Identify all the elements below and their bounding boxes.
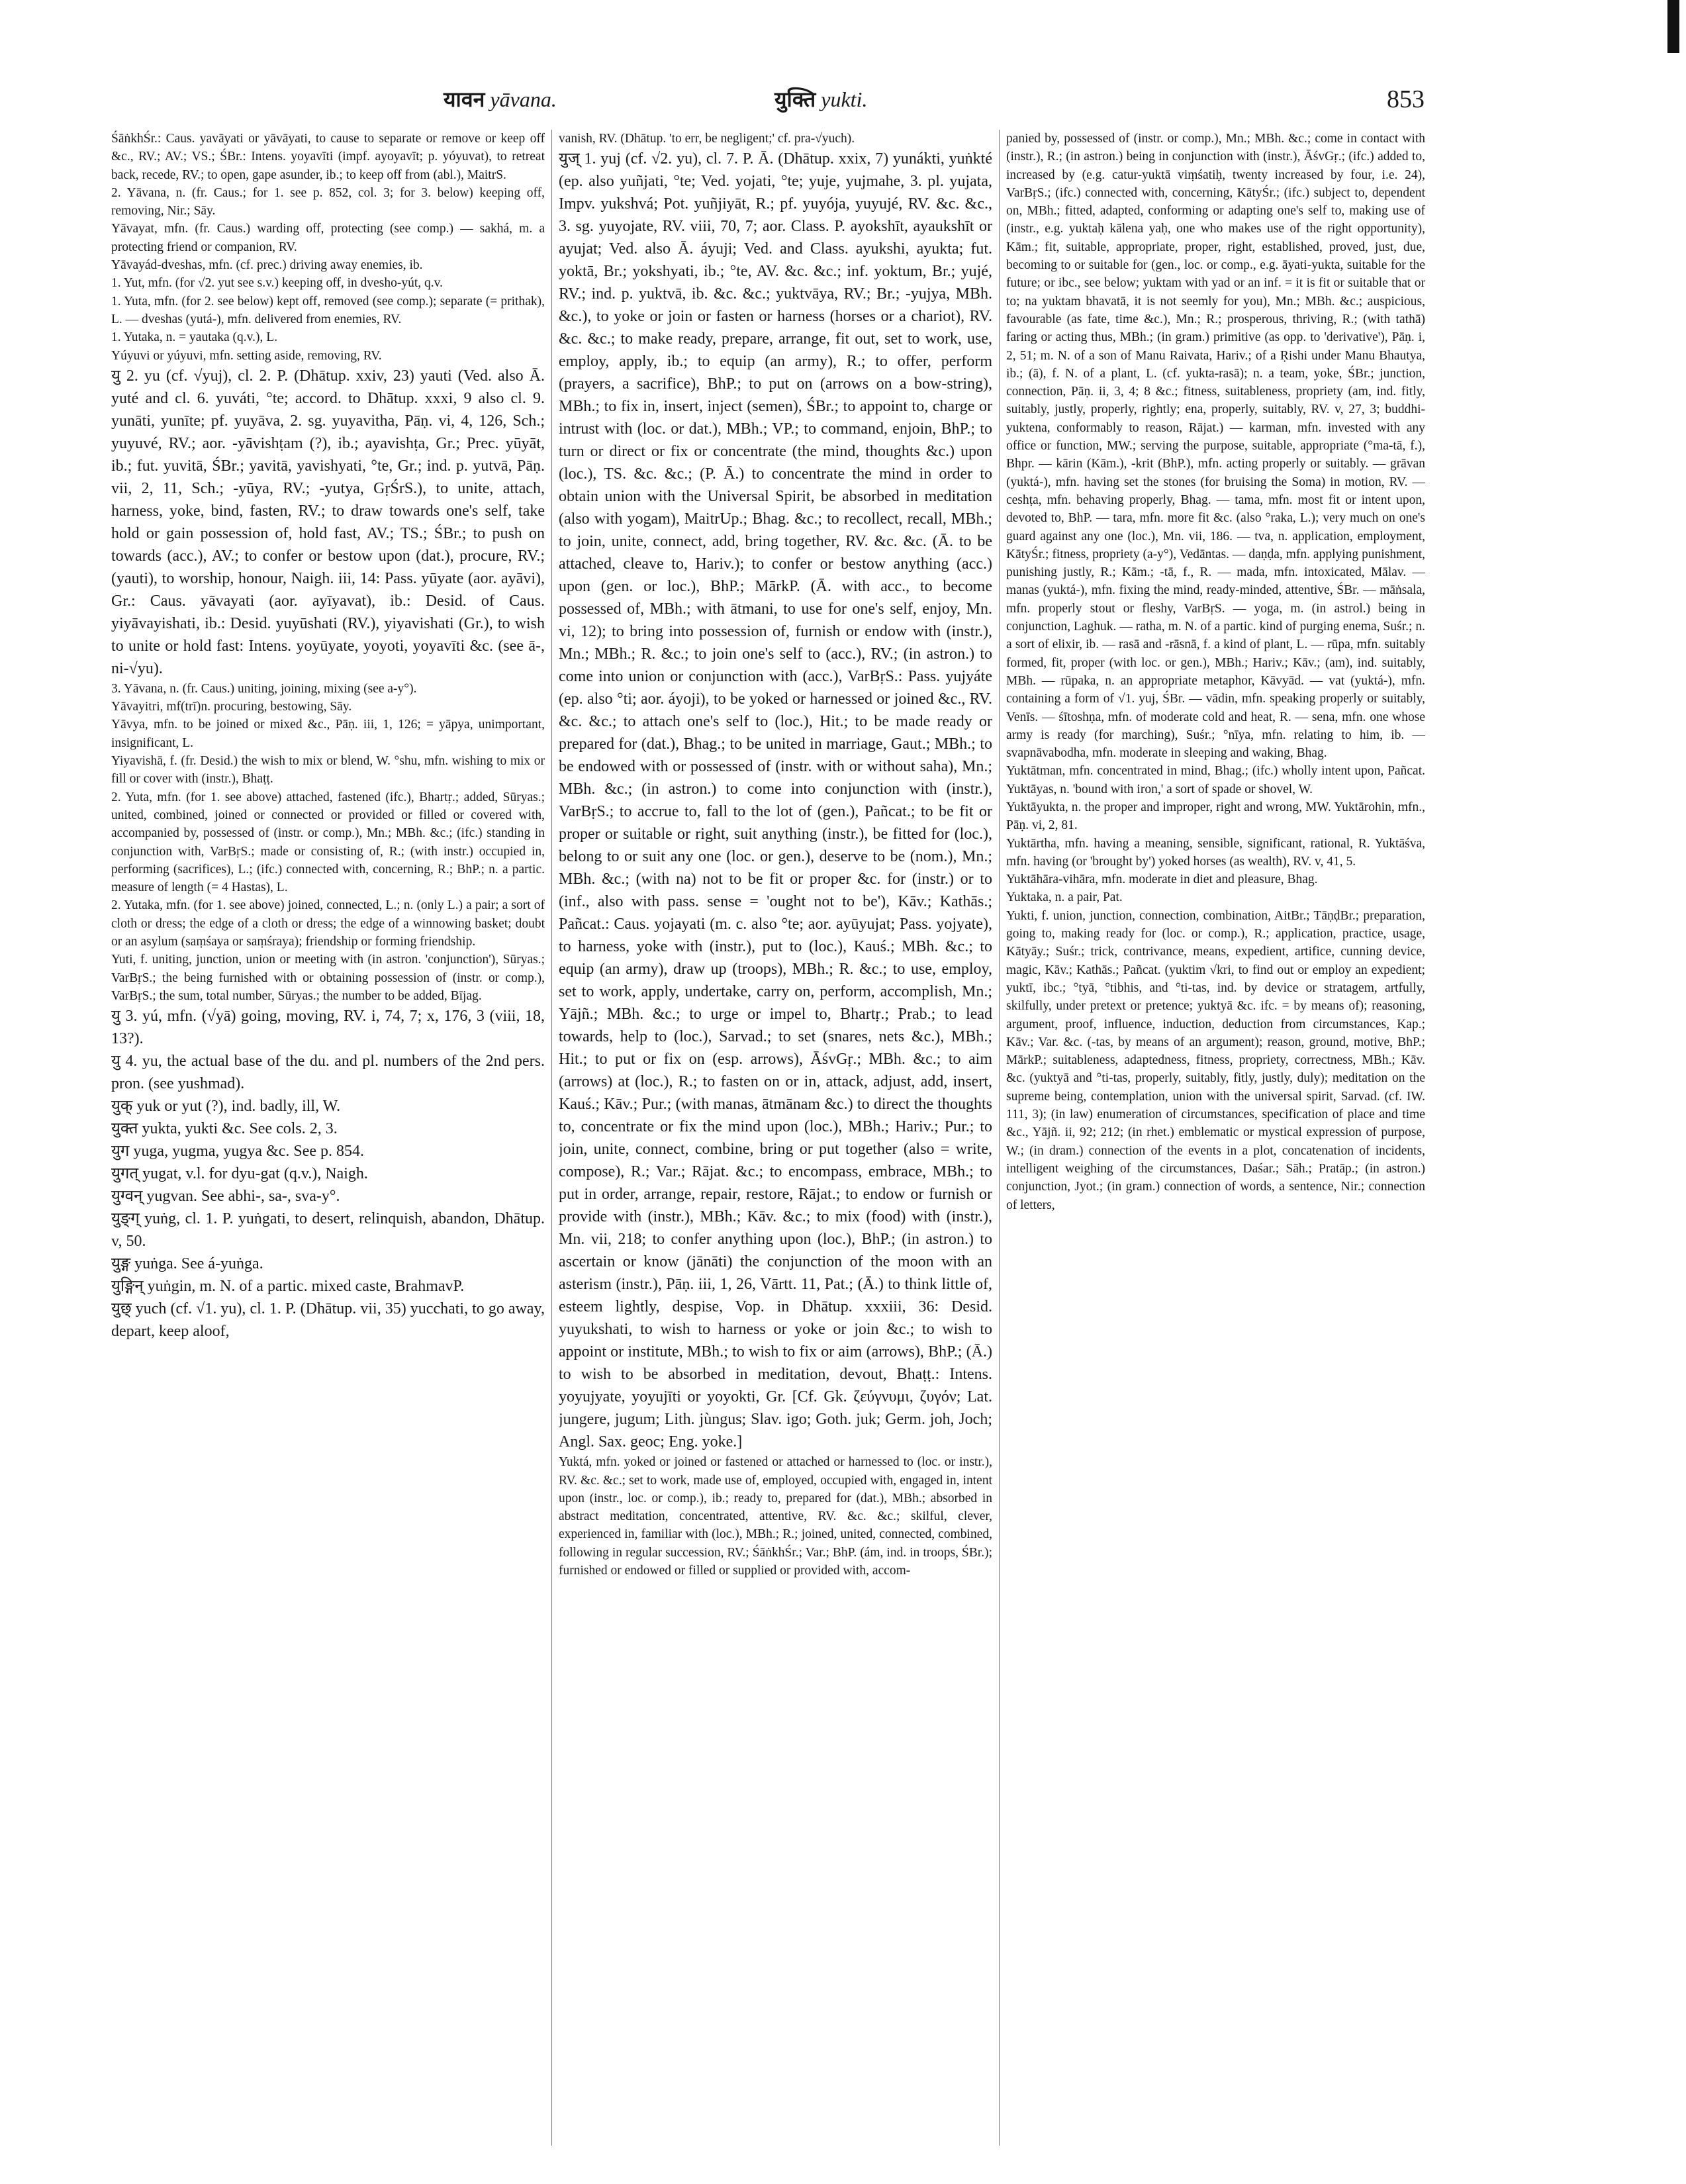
header-left-devanagari: यावन — [444, 87, 485, 112]
column-divider-1 — [551, 130, 552, 2146]
dictionary-entry: Yuktārtha, mfn. having a meaning, sensible, significant, rational, R. Yuktāśva, mfn. having (or 'brought by') yoked horses (as wealth), RV. v, 41, 5. — [1006, 836, 1425, 869]
header-center-devanagari: युक्ति — [774, 87, 816, 112]
dictionary-entry: 1. Yut, mfn. (for √2. yut see s.v.) keeping off, in dvesho-yút, q.v. — [111, 276, 444, 291]
dictionary-entry: 2. Yutaka, mfn. (for 1. see above) joined, connected, L.; n. (only L.) a pair; a sort of cloth or dress; the edge of a cloth or dress; the edge of a winnowing basket; doubt or an asylum (saṃśaya or saṃśraya); friendship or forming friendship. — [111, 898, 545, 949]
dictionary-entry: Yāvya, mfn. to be joined or mixed &c., Pāṇ. iii, 1, 126; = yāpya, unimportant, insignificant, L. — [111, 718, 545, 750]
dictionary-entry: Yuktāyukta, n. the proper and improper, right and wrong, MW. Yuktārohin, mfn., Pāṇ. vi, 2, 81. — [1006, 800, 1425, 833]
header-left-transliteration: yāvana. — [490, 87, 557, 111]
dictionary-entry: युङ्ग् yuṅg, cl. 1. P. yuṅgati, to desert, relinquish, abandon, Dhātup. v, 50. — [111, 1210, 545, 1251]
page-header — [113, 85, 1425, 124]
dictionary-entry: Yuktaka, n. a pair, Pat. — [1006, 890, 1123, 905]
dictionary-entry: Yāvayat, mfn. (fr. Caus.) warding off, protecting (see comp.) — sakhá, m. a protecting friend or companion, RV. — [111, 222, 545, 254]
dictionary-entry: 2. Yuta, mfn. (for 1. see above) attached, fastened (ifc.), Bhartṛ.; added, Sūryas.; united, combined, joined or connected or provided or filled or covered with, accompanied by, possessed of (instr. or comp.), Mn.; MBh. &c.; (ifc.) standing in conjunction with, VarBṛS.; made or consisting of, R.; (with instr.) occupied in, performing (sacrifices), L.; (ifc.) connected with, concerning, R.; BhP.; n. a partic. measure of length (= 4 Hastas), L. — [111, 790, 545, 895]
dictionary-entry: यु 4. yu, the actual base of the du. and pl. numbers of the 2nd pers. pron. (see yushmad). — [111, 1053, 545, 1093]
dictionary-entry: युङ्गिन् yuṅgin, m. N. of a partic. mixed caste, BrahmavP. — [111, 1278, 465, 1296]
dictionary-entry: Yiyavishā, f. (fr. Desid.) the wish to mix or blend, W. °shu, mfn. wishing to mix or fill or cover with (instr.), Bhaṭṭ. — [111, 754, 545, 786]
dictionary-entry: 3. Yāvana, n. (fr. Caus.) uniting, joining, mixing (see a-y°). — [111, 681, 417, 696]
dictionary-entry: 1. Yutaka, n. = yautaka (q.v.), L. — [111, 330, 278, 345]
dictionary-entry: Yúyuvi or yúyuvi, mfn. setting aside, removing, RV. — [111, 348, 382, 363]
dictionary-entry: Yuktāhāra-vihāra, mfn. moderate in diet and pleasure, Bhag. — [1006, 873, 1318, 887]
column-2 — [559, 130, 992, 2146]
dictionary-entry: युग्वन् yugvan. See abhi-, sa-, sva-y°. — [111, 1188, 340, 1206]
dictionary-entry: युछ् yuch (cf. √1. yu), cl. 1. P. (Dhātup. vii, 35) yucchati, to go away, depart, keep aloof, — [111, 1300, 545, 1341]
dictionary-entry: युङ्ग yuṅga. See á-yuṅga. — [111, 1255, 263, 1273]
header-center-headword — [774, 85, 867, 113]
column-3 — [1006, 130, 1425, 2146]
dictionary-entry: यु 2. yu (cf. √yuj), cl. 2. P. (Dhātup. xxiv, 23) yauti (Ved. also Ā. yuté and cl. 6. yuváti, °te; accord. to Dhātup. xxxi, 9 also cl. 9. yunāti, yunīte; pf. yuyāva, 2. sg. yuyavitha, Pāṇ. vi, 4, 126, Sch.; yuyuvé, RV.; aor. -yāvishṭam (?), ib.; ayavishṭa, Gr.; Prec. yūyāt, ib.; fut. yuvitā, ŚBr.; yavitā, yavishyati, °te, Gr.; ind. p. yutvā, Pāṇ. vii, 2, 11, Sch.; -yūya, RV.; -yutya, GṛŚrS.), to unite, attach, harness, yoke, bind, fasten, RV.; to draw towards one's self, take hold or gain possession of, hold fast, AV.; TS.; ŚBr.; to push on towards (acc.), AV.; to confer or bestow upon (dat.), procure, RV.; (yauti), to worship, honour, Naigh. iii, 14: Pass. yūyate (aor. ayāvi), Gr.: Caus. yāvayati (aor. ayīyavat), ib.: Desid. of Caus. yiyāvayishati, ib.: Desid. yuyūshati (RV.), yiyavishati (Gr.), to wish to unite or hold fast: Intens. yoyūyate, yoyoti, yoyavīti &c. (see ā-, ni-√yu). — [111, 367, 545, 677]
dictionary-entry: यु 3. yú, mfn. (√yā) going, moving, RV. i, 74, 7; x, 176, 3 (viii, 18, 13?). — [111, 1008, 545, 1048]
dictionary-entry: युक्त yukta, yukti &c. See cols. 2, 3. — [111, 1120, 338, 1138]
page-number: 853 — [1387, 85, 1425, 113]
dictionary-entry: Yukti, f. union, junction, connection, combination, AitBr.; TāṇḍBr.; preparation, going to, making ready for (loc. or comp.), R.; application, practice, usage, Kātyāy.; Suśr.; trick, contrivance, means, expedient, artifice, cunning device, magic, Kāv.; Kathās.; Pañcat. (yuktim √kri, to find out or employ an expedient; yuktī, ibc.; °tyā, °tibhis, and °ti-tas, ind. by device or stratagem, artfully, skilfully, under pretext or pretence; yuktyā &c. ifc. = by means of); reasoning, argument, proof, influence, induction, deduction from circumstances, Kap.; Kāv.; Var. &c. (-tas, by means of an argument); reason, ground, motive, BhP.; MārkP.; suitableness, adaptedness, fitness, propriety, correctness, MBh.; Kāv. &c. (yuktyā and °ti-tas, properly, suitably, fitly, justly, duly); meditation on the supreme being, contemplation, union with the universal spirit, Sarvad. (cf. IW. 111, 3); (in law) enumeration of circumstances, specification of place and time &c., Yājñ. ii, 92; 212; (in rhet.) emblematic or mystical expression of purpose, W.; (in dram.) connection of the events in a plot, concatenation of incidents, intelligent weighing of the circumstances, Daśar.; Sāh.; Pratāp.; (in astron.) conjunction, Jyot.; (in gram.) connection of words, a sentence, Nir.; connection of letters, — [1006, 908, 1425, 1212]
dictionary-columns — [111, 130, 1425, 2146]
dictionary-entry: युगत् yugat, v.l. for dyu-gat (q.v.), Naigh. — [111, 1165, 368, 1183]
header-left-headword — [444, 85, 557, 113]
header-center-transliteration: yukti. — [821, 87, 868, 111]
dictionary-entry: 2. Yāvana, n. (fr. Caus.; for 1. see p. 852, col. 3; for 3. below) keeping off, removing, Nir.; Sāy. — [111, 185, 545, 218]
dictionary-entry: युक् yuk or yut (?), ind. badly, ill, W. — [111, 1098, 341, 1116]
dictionary-entry: Yuktá, mfn. yoked or joined or fastened or attached or harnessed to (loc. or instr.), RV. &c. &c.; set to work, made use of, employed, occupied with, engaged in, intent upon (instr., loc. or comp.), ib.; ready to, prepared for (dat.), MBh.; absorbed in abstract meditation, concentrated, attentive, RV. &c. &c.; skilful, clever, experienced in, familiar with (loc.), MBh.; R.; joined, united, connected, combined, following in regular succession, RV.; ŚāṅkhŚr.; Var.; BhP. (ám, ind. in troops, ŚBr.); furnished or endowed or filled or supplied or provided with, accom- — [559, 1455, 992, 1578]
dictionary-entry: Yāvayitri, mf(trī)n. procuring, bestowing, Sāy. — [111, 700, 352, 714]
dictionary-entry: Yuktātman, mfn. concentrated in mind, Bhag.; (ifc.) wholly intent upon, Pañcat. Yuktāyas, n. 'bound with iron,' a sort of spade or shovel, W. — [1006, 764, 1425, 796]
dictionary-entry: 1. Yuta, mfn. (for 2. see below) kept off, removed (see comp.); separate (= prithak), L. — dveshas (yutá-), mfn. delivered from enemies, RV. — [111, 294, 545, 326]
dictionary-entry: Yāvayád-dveshas, mfn. (cf. prec.) driving away enemies, ib. — [111, 258, 423, 273]
dictionary-entry: panied by, possessed of (instr. or comp.), Mn.; MBh. &c.; come in contact with (instr.), R.; (in astron.) being in conjunction with (instr.), ĀśvGṛ.; (ifc.) added to, increased by (e.g. catur-yuktā viṃśatiḥ, twenty increased by four, i.e. 24), VarBṛS.; (ifc.) connected with, concerning, KātyŚr.; (ifc.) subject to, dependent on, MBh.; fitted, adapted, conforming or adapting one's self to, making use of (instr., e.g. yuktaḥ kālena yaḥ, one who makes use of the right opportunity), Kām.; fit, suitable, appropriate, proper, right, established, proved, just, due, becoming to or suitable for (gen., loc. or comp., e.g. āyati-yukta, suitable for the future; or ibc., see below; yuktam with yad or an inf. = it is fit or suitable that or to; na yuktam bhavatā, it is not seemly for you), Mn.; MBh. &c.; auspicious, favourable (as fate, time &c.), Mn.; R.; prosperous, thriving, R.; (with tathā) faring or acting thus, MBh.; (in gram.) primitive (as opp. to 'derivative'), Pāṇ. i, 2, 51; m. N. of a son of Manu Raivata, Hariv.; of a Ṛishi under Manu Bhautya, ib.; (ā), f. N. of a plant, L. (cf. yukta-rasā); n. a team, yoke, ŚBr.; junction, connection, Pāṇ. ii, 3, 4; 8 &c.; fitness, suitableness, propriety (am, ind. fitly, suitably, justly, properly, rightly; ena, properly, suitably, RV. v, 27, 3; buddhi-yuktena, conformably to reason, Rājat.) — karman, mfn. invested with any office or function, MW.; serving the purpose, suitable, appropriate (°ma-tā, f.), Bhpr. — kārin (Kām.), -krit (BhP.), mfn. acting properly or suitably. — grāvan (yuktá-), mfn. having set the stones (for bruising the Soma) in motion, RV. — ceshṭa, mfn. behaving properly, Bhag. — tama, mfn. most fit or intent upon, devoted to, BhP. — tara, mfn. more fit &c. (also °raka, L.); very much on one's guard against any one (loc.), Mn. vii, 186. — tva, n. application, employment, KātyŚr.; fitness, propriety (a-y°), Vedāntas. — daṇḍa, mfn. applying punishment, punishing justly, R.; Kām.; -tā, f., R. — mada, mfn. intoxicated, Mālav. — manas (yuktá-), mfn. fixing the mind, ready-minded, attentive, ŚBr. — māṅsala, mfn. properly stout or fleshy, VarBṛS. — yoga, m. (in astrol.) being in conjunction, Laghuk. — ratha, m. N. of a partic. kind of purging enema, Suśr.; n. a sort of elixir, ib. — rasā and -rāsnā, f. a kind of plant, L. — rūpa, mfn. suitably formed, fit, proper (with loc. or gen.), MBh.; Hariv.; Kāv.; (am), ind. suitably, MBh. — rūpaka, n. an appropriate metaphor, Kāvyād. — vat (yuktá-), mfn. containing a form of √1. yuj, ŚBr. — vādin, mfn. speaking properly or suitably, Venīs. — śītoshṇa, mfn. of moderate cold and heat, R. — sena, mfn. one whose army is ready (for marching), Suśr.; °nīya, mfn. relating to him, ib. — svapnāvabodha, mfn. moderate in sleeping and waking, Bhag. — [1006, 132, 1425, 761]
dictionary-entry: Yuti, f. uniting, junction, union or meeting with (in astron. 'conjunction'), Sūryas.; VarBṛS.; the being furnished with or obtaining possession of (instr. or comp.), VarBṛS.; the sum, total number, Sūryas.; the number to be added, Bījag. — [111, 953, 545, 1003]
column-divider-2 — [999, 130, 1000, 2146]
dictionary-entry: ŚāṅkhŚr.: Caus. yavāyati or yāvāyati, to cause to separate or remove or keep off &c., RV.; AV.; VS.; ŚBr.: Intens. yoyavīti (impf. ayoyavīt; p. yóyuvat), to retreat back, recede, RV.; to open, gape asunder, ib.; to keep off from (abl.), MaitrS. — [111, 132, 545, 182]
column-1 — [111, 130, 545, 2146]
dictionary-entry: युग yuga, yugma, yugya &c. See p. 854. — [111, 1143, 365, 1161]
dictionary-entry: vanish, RV. (Dhātup. 'to err, be negligent;' cf. pra-√yuch). — [559, 132, 855, 146]
dictionary-entry: युज् 1. yuj (cf. √2. yu), cl. 7. P. Ā. (Dhātup. xxix, 7) yunákti, yuṅkté (ep. also yuñjati, °te; Ved. yojati, °te; yuje, yujmahe, 3. pl. yujata, Impv. yukshvá; Pot. yuñjiyāt, R.; pf. yuyója, yuyujé, RV. &c. &c., 3. sg. yuyojate, RV. viii, 70, 7; aor. Class. P. ayokshīt, ayaukshīt or ayujat; Ved. also Ā. áyuji; Ved. and Class. ayukshi, ayukta; fut. yoktā, Br.; yokshyati, ib.; °te, AV. &c. &c.; inf. yoktum, Br.; yujé, RV.; ind. p. yuktvā, ib. &c. &c.; yuktvāya, RV.; Br.; -yujya, MBh. &c.), to yoke or join or fasten or harness (horses or a chariot), RV. &c. &c.; to make ready, prepare, arrange, fit out, set to work, use, employ, apply, ib.; to equip (an army), R.; to offer, perform (prayers, a sacrifice), BhP.; to put on (arrows on a bow-string), MBh.; to fix in, insert, inject (semen), ŚBr.; to appoint to, charge or intrust with (loc. or dat.), MBh.; VP.; to command, enjoin, BhP.; to turn or direct or fix or concentrate (the mind, thoughts &c.) upon (loc.), TS. &c. &c.; (P. Ā.) to concentrate the mind in order to obtain union with the Universal Spirit, be absorbed in meditation (also with yogam), MaitrUp.; Bhag. &c.; to recollect, recall, MBh.; to join, unite, connect, add, bring together, RV. &c. &c. (Ā. to be attached, cleave to, Hariv.); to confer or bestow anything (acc.) upon (gen. or loc.), BhP.; MārkP. (Ā. with acc., to become possessed of, MBh.; with ātmani, to use for one's self, enjoy, Mn. vi, 12); to bring into possession of, furnish or endow with (instr.), Mn.; MBh.; R. &c.; to join one's self to (acc.), RV.; (in astron.) to come into union or conjunction with (acc.), VarBṛS.: Pass. yujyáte (ep. also °ti; aor. áyoji), to be yoked or harnessed or joined &c., RV. &c. &c.; to attach one's self to (loc.), Hit.; to be made ready or prepared for (dat.), Bhag.; to be united in marriage, Gaut.; MBh.; to be endowed with or possessed of (instr. with or without saha), Mn.; MBh. &c.; (in astron.) to come into conjunction with (instr.), VarBṛS.; to accrue to, fall to the lot of (gen.), Pañcat.; to be fit or proper or suitable or right, suit anything (instr.), be fitted for (loc.), belong to or suit any one (loc. or gen.), deserve to be (nom.), Mn.; MBh. &c.; (with na) not to be fit or proper &c. for (instr.) or to (inf., also with pass. sense = 'ought not to be'), Kāv.; Kathās.; Pañcat.: Caus. yojayati (m. c. also °te; aor. ayūyujat; Pass. yojyate), to harness, yoke with (instr.), put to (loc.), Kauś.; MBh. &c.; to equip (an army), draw up (troops), MBh.; R. &c.; to use, employ, set to work, apply, undertake, carry on, perform, accomplish, Mn.; Yājñ.; MBh. &c.; to urge or impel to, Bhartṛ.; Prab.; to lead towards, help to (loc.), Sarvad.; to set (snares, nets &c.), MBh.; Hit.; to put or fix on (esp. arrows), ĀśvGṛ.; MBh. &c.; to aim (arrows) at (loc.), R.; to fasten on or in, attack, adjust, add, insert, Kauś.; Kāv.; Pur.; (with manas, ātmānam &c.) to direct the thoughts to, concentrate or fix the mind upon (loc.), MBh.; Hariv.; Pur.; to join, unite, connect, combine, bring or put together (also = write, compose), R.; Var.; Rājat. &c.; to encompass, embrace, MBh.; to put in order, arrange, repair, restore, Rājat.; to endow or furnish or provide with (instr.), MBh.; Kāv. &c.; to mix (food) with (instr.), Mn. vii, 218; to confer anything upon (loc.), BhP.; (in astron.) to ascertain or know (jānāti) the conjunction of the moon with an asterism (instr.), Pāṇ. iii, 1, 26, Vārtt. 11, Pat.; (Ā.) to think little of, esteem lightly, despise, Vop. in Dhātup. xxxiii, 36: Desid. yuyukshati, to wish to harness or yoke or join &c.; to wish to appoint or institute, MBh.; to wish to fix or aim (arrows), BhP.; (Ā.) to wish to be absorbed in meditation, devout, Bhaṭṭ.: Intens. yoyujyate, yoyujīti or yoyokti, Gr. [Cf. Gk. ζεύγνυμι, ζυγόν; Lat. jungere, jugum; Lith. jùngus; Slav. igo; Goth. juk; Germ. joh, Joch; Angl. Sax. geoc; Eng. yoke.] — [559, 150, 992, 1451]
page-edge-mark — [1667, 0, 1679, 53]
